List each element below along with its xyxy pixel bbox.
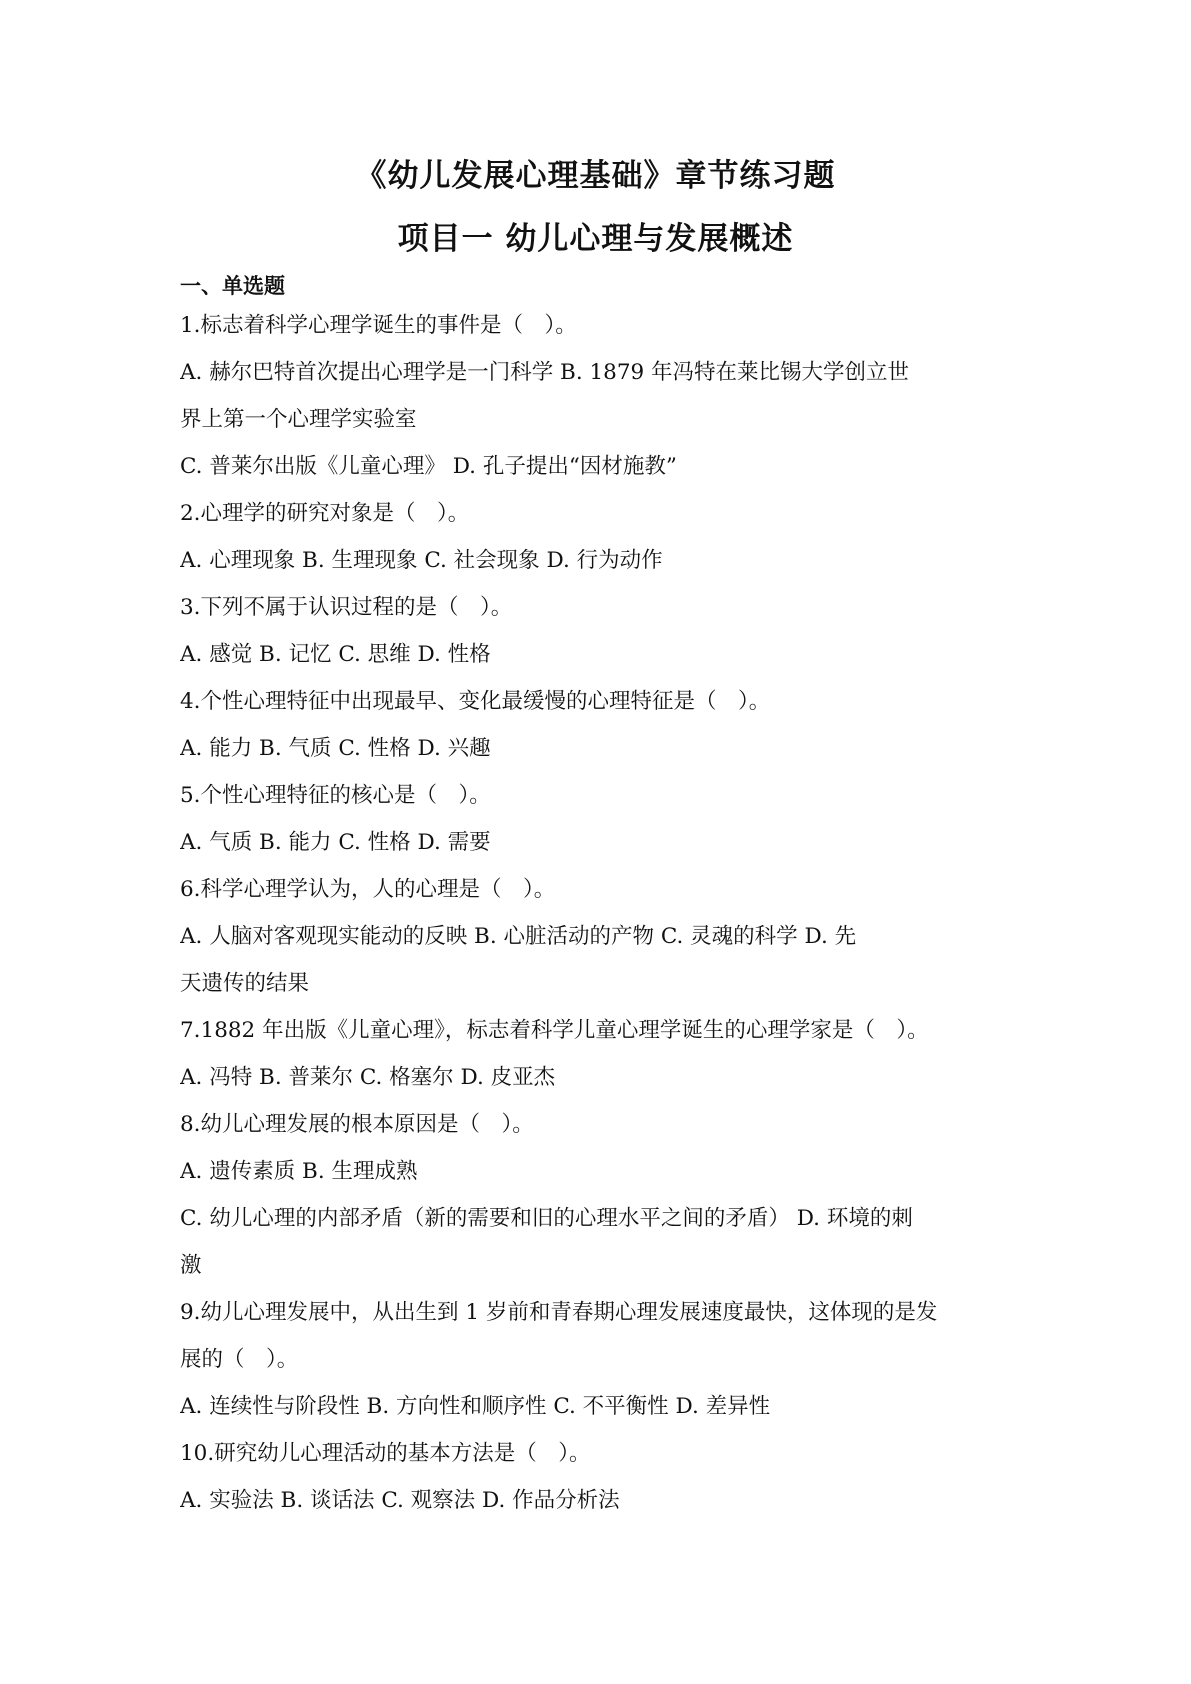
option-line: A. 冯特 B. 普莱尔 C. 格塞尔 D. 皮亚杰 <box>180 1065 556 1090</box>
option-line: A. 实验法 B. 谈话法 C. 观察法 D. 作品分析法 <box>180 1488 620 1513</box>
question-line: 9.幼儿心理发展中，从出生到 1 岁前和青春期心理发展速度最快，这体现的是发 <box>180 1300 938 1325</box>
option-line: A. 赫尔巴特首次提出心理学是一门科学 B. 1879 年冯特在莱比锡大学创立世 <box>180 360 910 385</box>
option-line: A. 遗传素质 B. 生理成熟 <box>180 1159 418 1184</box>
option-line: A. 感觉 B. 记忆 C. 思维 D. 性格 <box>180 642 491 667</box>
question-line: 10.研究幼儿心理活动的基本方法是（ ）。 <box>180 1441 591 1466</box>
question-line: 2.心理学的研究对象是（ ）。 <box>180 501 470 526</box>
option-line: A. 人脑对客观现实能动的反映 B. 心脏活动的产物 C. 灵魂的科学 D. 先 <box>180 924 857 949</box>
section-heading: 一、单选题 <box>180 273 285 298</box>
chapter-subtitle: 项目一 幼儿心理与发展概述 <box>397 221 794 257</box>
option-line: A. 心理现象 B. 生理现象 C. 社会现象 D. 行为动作 <box>180 548 663 573</box>
option-line: C. 普莱尔出版《儿童心理》 D. 孔子提出“因材施教” <box>180 454 677 479</box>
option-line: C. 幼儿心理的内部矛盾（新的需要和旧的心理水平之间的矛盾） D. 环境的刺 <box>180 1206 913 1231</box>
question-line: 8.幼儿心理发展的根本原因是（ ）。 <box>180 1112 534 1137</box>
document-title: 《幼儿发展心理基础》章节练习题 <box>355 158 836 194</box>
question-line: 1.标志着科学心理学诞生的事件是（ ）。 <box>180 313 577 338</box>
question-list <box>180 302 1018 1524</box>
question-line: 4.个性心理特征中出现最早、变化最缓慢的心理特征是（ ）。 <box>180 689 771 714</box>
option-line: 天遗传的结果 <box>180 971 310 996</box>
option-line: A. 气质 B. 能力 C. 性格 D. 需要 <box>180 830 491 855</box>
option-line: 激 <box>180 1253 202 1278</box>
question-line: 7.1882 年出版《儿童心理》，标志着科学儿童心理学诞生的心理学家是（ ）。 <box>180 1018 929 1043</box>
option-line: 界上第一个心理学实验室 <box>180 407 417 432</box>
question-line: 展的（ ）。 <box>180 1347 299 1372</box>
option-line: A. 连续性与阶段性 B. 方向性和顺序性 C. 不平衡性 D. 差异性 <box>180 1394 771 1419</box>
option-line: A. 能力 B. 气质 C. 性格 D. 兴趣 <box>180 736 491 761</box>
question-line: 6.科学心理学认为，人的心理是（ ）。 <box>180 877 556 902</box>
question-line: 5.个性心理特征的核心是（ ）。 <box>180 783 491 808</box>
question-line: 3.下列不属于认识过程的是（ ）。 <box>180 595 513 620</box>
